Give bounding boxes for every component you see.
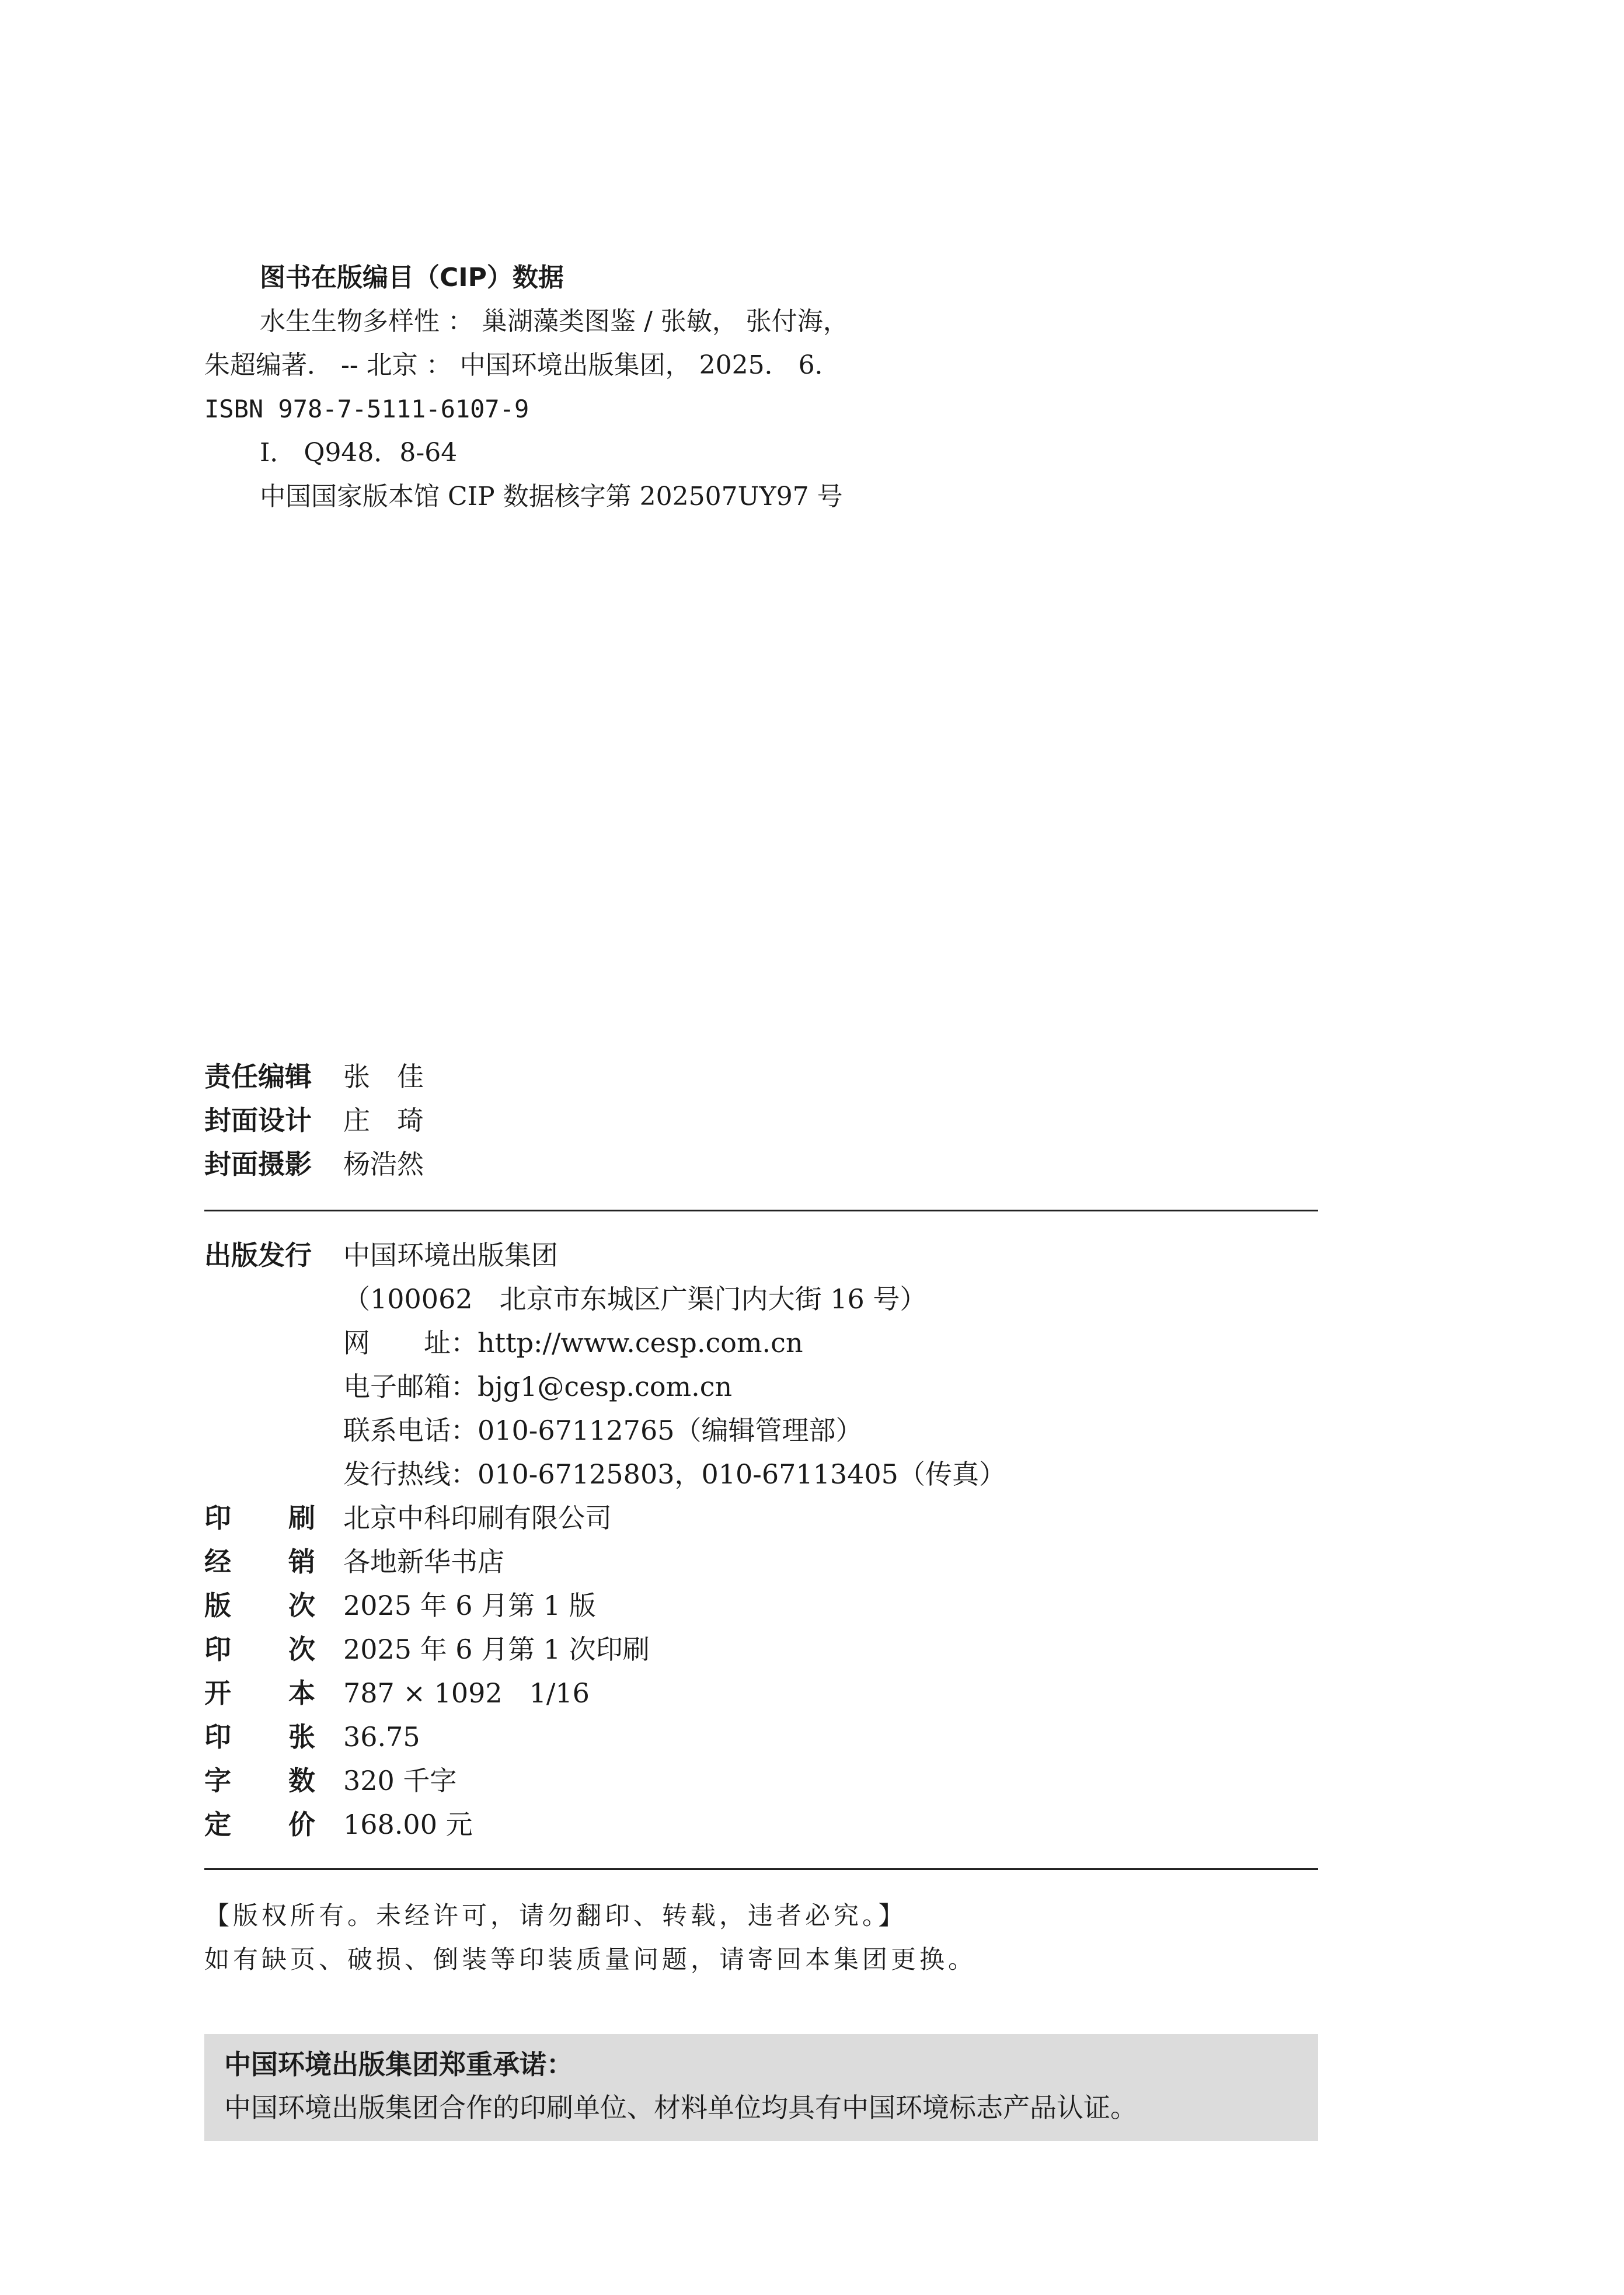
spec-label-2: 刷 <box>288 1502 315 1534</box>
cip-line-authors: 朱超编著． -- 北京 ： 中国环境出版集团， 2025． 6． <box>204 350 841 380</box>
spec-value: 36.75 <box>343 1721 420 1753</box>
publisher-name: 中国环境出版集团 <box>343 1239 558 1271</box>
credit-label: 封面摄影 <box>204 1148 312 1180</box>
cip-line-isbn: ISBN 978-7-5111-6107-9 <box>204 395 529 423</box>
pledge-body: 中国环境出版集团合作的印刷单位、材料单位均具有中国环境标志产品认证。 <box>224 2092 1137 2123</box>
spec-value: 787 × 1092 1/16 <box>343 1677 590 1709</box>
cip-line-title: 水生生物多样性 ： 巢湖藻类图鉴 / 张敏， 张付海， <box>260 307 849 336</box>
credit-editor <box>204 1059 424 1095</box>
credit-cover-photo <box>204 1147 424 1182</box>
credit-value: 庄 琦 <box>343 1105 424 1136</box>
defect-notice: 如有缺页、破损、倒装等印装质量问题，请寄回本集团更换。 <box>204 1945 977 1974</box>
publisher-phone: 联系电话：010-67112765（编辑管理部） <box>343 1415 863 1446</box>
spec-label-2: 次 <box>288 1590 315 1621</box>
spec-value: 2025 年 6 月第 1 版 <box>343 1590 596 1621</box>
credit-label: 封面设计 <box>204 1105 312 1136</box>
cip-line-record: 中国国家版本馆 CIP 数据核字第 202507UY97 号 <box>260 482 843 511</box>
spec-label-1: 印 <box>204 1634 231 1665</box>
divider-top <box>204 1210 1318 1211</box>
spec-distributor <box>204 1544 504 1580</box>
credit-value: 杨浩然 <box>343 1148 424 1180</box>
credit-cover-design <box>204 1103 424 1138</box>
spec-value: 北京中科印刷有限公司 <box>343 1502 612 1534</box>
spec-format <box>204 1676 590 1711</box>
spec-label-2: 销 <box>288 1546 315 1577</box>
publisher-address: （100062 北京市东城区广渠门内大街 16 号） <box>343 1283 927 1315</box>
cip-title: 图书在版编目（CIP）数据 <box>260 263 564 292</box>
publisher-hotline: 发行热线：010-67125803，010-67113405（传真） <box>343 1458 1006 1490</box>
credit-label: 责任编辑 <box>204 1061 312 1092</box>
publisher-label: 出版发行 <box>204 1239 312 1271</box>
spec-label-1: 印 <box>204 1721 231 1753</box>
spec-label-1: 定 <box>204 1809 231 1840</box>
spec-label-1: 版 <box>204 1590 231 1621</box>
cip-line-classification: Ⅰ． Q948．8-64 <box>260 438 458 468</box>
spec-label-1: 经 <box>204 1546 231 1577</box>
publisher-row <box>204 1238 558 1273</box>
spec-printer <box>204 1500 612 1536</box>
spec-value: 各地新华书店 <box>343 1546 504 1577</box>
spec-printing <box>204 1632 650 1667</box>
spec-edition <box>204 1588 596 1624</box>
spec-sheets <box>204 1719 420 1755</box>
spec-value: 2025 年 6 月第 1 次印刷 <box>343 1634 650 1665</box>
spec-label-2: 张 <box>288 1721 315 1753</box>
spec-label-1: 开 <box>204 1677 231 1709</box>
publisher-email: 电子邮箱：bjg1@cesp.com.cn <box>343 1371 733 1402</box>
credit-value: 张 佳 <box>343 1061 424 1092</box>
spec-label-2: 价 <box>288 1809 315 1840</box>
spec-label-1: 印 <box>204 1502 231 1534</box>
spec-wordcount <box>204 1763 456 1799</box>
pledge-title: 中国环境出版集团郑重承诺： <box>224 2049 573 2080</box>
spec-value: 320 千字 <box>343 1765 457 1796</box>
spec-label-2: 次 <box>288 1634 315 1665</box>
spec-label-1: 字 <box>204 1765 231 1796</box>
spec-label-2: 本 <box>288 1677 315 1709</box>
pledge-box <box>204 2034 1318 2141</box>
spec-label-2: 数 <box>288 1765 315 1796</box>
copyright-notice: 【版权所有。未经许可，请勿翻印、转载，违者必究。】 <box>204 1902 907 1931</box>
spec-value: 168.00 元 <box>343 1809 473 1840</box>
publisher-website: 网 址：http://www.cesp.com.cn <box>343 1327 803 1359</box>
divider-bottom <box>204 1868 1318 1870</box>
spec-price <box>204 1807 473 1843</box>
